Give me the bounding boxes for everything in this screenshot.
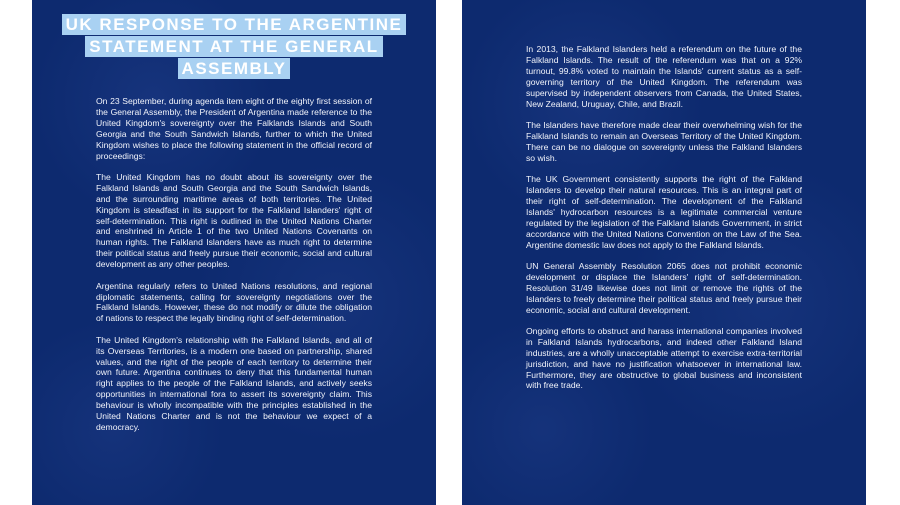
right-body-text [526,44,802,402]
left-body-text [96,96,372,443]
paragraph: In 2013, the Falkland Islanders held a referendum on the future of the Falkland Islands. The result of the referendum was that on a 92% turnout, 99.8% voted to maintain the Islands' current status as a self-governing territory of the United Kingdom. The referendum was supervised by independent observers from Canada, the United States, New Zealand, Uruguay, Chile, and Brazil. [526,44,802,109]
paragraph: The Islanders have therefore made clear their overwhelming wish for the Falkland Islands to remain an Overseas Territory of the United Kingdom. There can be no dialogue on sovereignty unless the Falkland Islanders so wish. [526,119,802,163]
paragraph: The United Kingdom's relationship with the Falkland Islands, and all of its Overseas Territories, is a modern one based on partnership, shared values, and the right of the people of each territory to determine their own future. Argentina continues to deny that this fundamental human right applies to the people of the Falkland Islands, and actively seeks opportunities in international fora to assert its sovereignty claim. This behaviour is wholly incompatible with the principles established in the United Nations Charter and is not the behaviour we expect of a democracy. [96,334,372,432]
paragraph: The UK Government consistently supports the right of the Falkland Islanders to develop their natural resources. This is an integral part of their right of self-determination. The development of the Falkland Islands' hydrocarbon resources is a legitimate commercial venture regulated by the legislation of the Falkland Islands Government, in strict accordance with the United Nations Convention on the Law of the Sea. Argentine domestic law does not apply to the Falkland Islands. [526,174,802,250]
paragraph: The United Kingdom has no doubt about its sovereignty over the Falkland Islands and South Georgia and the South Sandwich Islands, and the surrounding maritime areas of both territories. The United Kingdom is steadfast in its support for the Falkland Islanders' right of self-determination. This right is outlined in the United Nations Charter and enshrined in Article 1 of the two United Nations Covenants on human rights. The Falkland Islanders have as much right to determine their political status and freely pursue their economic, social and cultural development as any other peoples. [96,171,372,270]
paragraph: Ongoing efforts to obstruct and harass international companies involved in Falkland Islands hydrocarbons, and indeed other Falkland Island industries, are a wholly unacceptable attempt to exercise extra-territorial jurisdiction, and have no justification whatsoever in international law. Furthermore, they are obstructive to global business and inconsistent with free trade. [526,325,802,391]
page-title [32,14,436,80]
left-page [32,0,436,505]
title-text: UK RESPONSE TO THE ARGENTINE STATEMENT AT THE GENERAL ASSEMBLY [62,14,407,79]
paragraph: UN General Assembly Resolution 2065 does not prohibit economic development or displace the Islanders' right of self-determination. Resolution 31/49 likewise does not limit or remove the rights of the Islanders to freely determine their political status and freely pursue their economic, social and cultural development. [526,260,802,315]
paragraph: Argentina regularly refers to United Nations resolutions, and regional diplomatic statements, calling for sovereignty negotiations over the Falkland Islands. However, these do not modify or dilute the obligation of nations to respect the legally binding right of self-determination. [96,280,372,324]
paragraph: On 23 September, during agenda item eight of the eighty first session of the General Assembly, the President of Argentina made reference to the United Kingdom's sovereignty over the Falklands Islands and South Georgia and the South Sandwich Islands, further to which the United Kingdom wishes to place the following statement in the official record of proceedings: [96,96,372,161]
right-page [462,0,866,505]
